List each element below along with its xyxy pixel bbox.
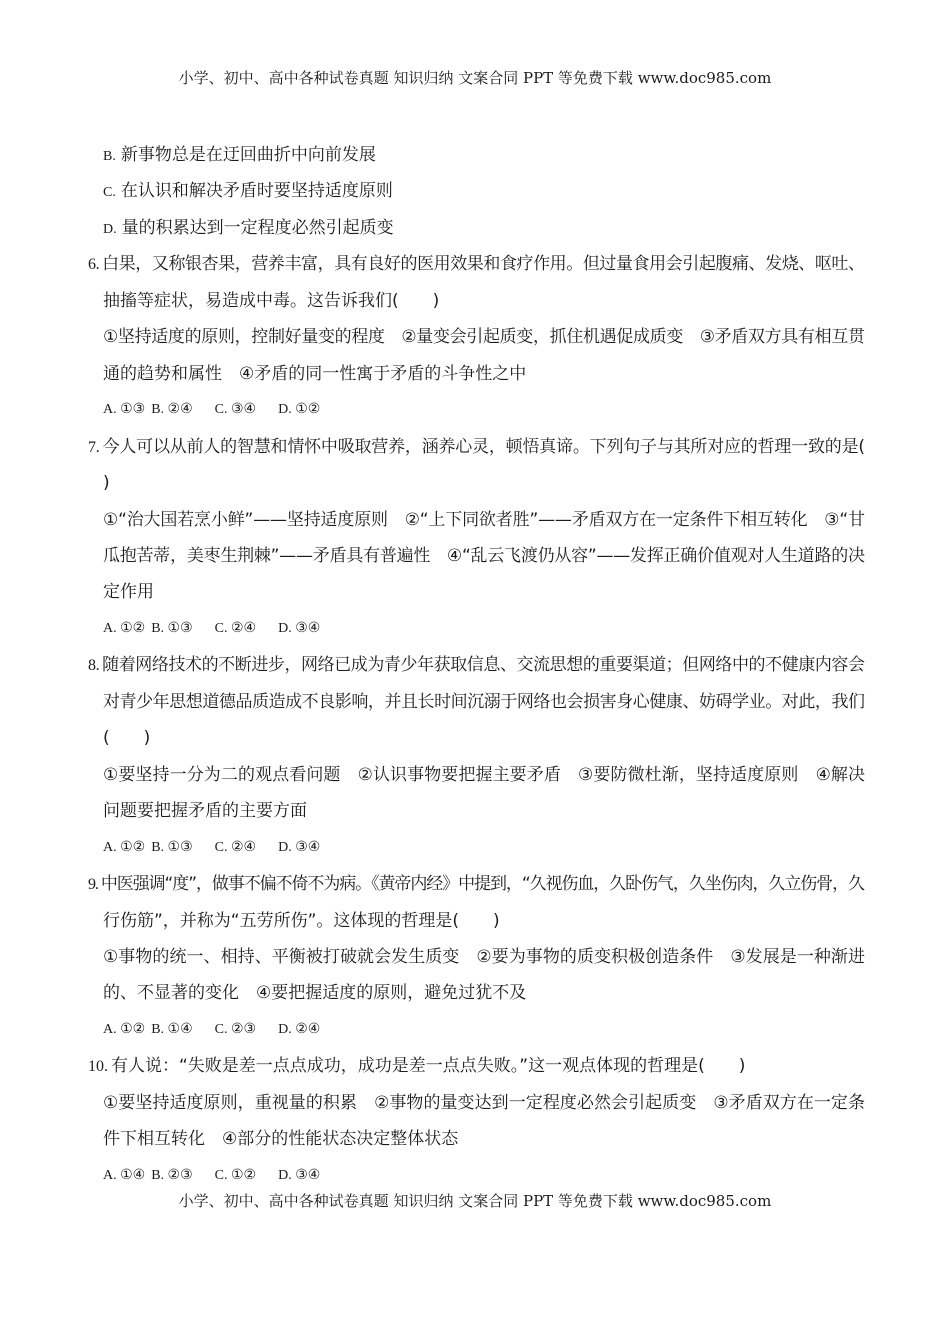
question-number: 9. <box>88 876 98 894</box>
exam-content <box>0 137 950 1194</box>
option-label: B. <box>103 149 116 164</box>
choice-b: B. ②③ <box>151 1167 193 1183</box>
statement-line <box>0 319 950 355</box>
statement-text: ①要坚持适度原则，重视量的积累 ②事物的量变达到一定程度必然会引起质变 ③矛盾双方在一定条 <box>103 1092 866 1113</box>
choice-a: A. ①④ <box>103 1167 146 1183</box>
choice-b: B. ②④ <box>151 402 193 418</box>
choice-b: B. ①③ <box>151 839 193 855</box>
choice-b: B. ①③ <box>151 620 193 636</box>
stem-text: 白果，又称银杏果，营养丰富，具有良好的医用效果和食疗作用。但过量食用会引起腹痛、发烧、呕吐、 <box>102 254 865 275</box>
stem-text: ) <box>103 473 110 494</box>
question-stem-line <box>0 866 950 902</box>
statement-line <box>0 538 950 574</box>
statement-line <box>0 793 950 829</box>
question-9 <box>0 866 950 1048</box>
option-label: C. <box>103 185 116 201</box>
statement-text: ①要坚持一分为二的观点看问题 ②认识事物要把握主要矛盾 ③要防微杜渐，坚持适度原则 ④解决 <box>103 764 866 785</box>
statement-text: 的、不显著的变化 ④要把握适度的原则，避免过犹不及 <box>103 983 527 1004</box>
question-number: 7. <box>88 438 100 456</box>
option-c <box>0 173 950 209</box>
question-stem-line <box>0 246 950 282</box>
option-d <box>0 210 950 246</box>
question-5-remaining-options <box>0 137 950 246</box>
page-header: 小学、初中、高中各种试卷真题 知识归纳 文案合同 PPT 等免费下载 www.doc985.com <box>178 69 772 87</box>
answer-choices <box>0 830 950 866</box>
choice-a: A. ①② <box>103 839 146 855</box>
question-10 <box>0 1048 950 1194</box>
choice-c: C. ②④ <box>214 620 257 636</box>
choice-a: A. ①③ <box>103 402 146 418</box>
question-stem-line <box>0 720 950 756</box>
answer-choices <box>0 611 950 647</box>
statement-text: ①“治大国若烹小鲜”——坚持适度原则 ②“上下同欲者胜”——矛盾双方在一定条件下相互转化 ③“甘 <box>103 509 865 530</box>
question-number: 6. <box>88 256 100 274</box>
question-stem-line <box>0 647 950 683</box>
statement-line <box>0 939 950 975</box>
statement-text: 定作用 <box>103 582 154 603</box>
statement-line <box>0 356 950 392</box>
question-6 <box>0 246 950 428</box>
answer-choices <box>0 1012 950 1048</box>
question-8 <box>0 647 950 866</box>
statement-line <box>0 502 950 538</box>
choice-a: A. ①② <box>103 1021 146 1037</box>
answer-choices <box>0 392 950 428</box>
choice-d: D. ③④ <box>278 1167 321 1183</box>
choice-d: D. ③④ <box>278 620 321 636</box>
question-7 <box>0 429 950 648</box>
stem-text: 抽搐等症状，易造成中毒。这告诉我们( ) <box>103 290 440 311</box>
question-stem-line <box>0 465 950 501</box>
choice-b: B. ①④ <box>151 1021 193 1037</box>
statement-line <box>0 1085 950 1121</box>
stem-text: 今人可以从前人的智慧和情怀中吸取营养，涵养心灵，顿悟真谛。下列句子与其所对应的哲理一致的是( <box>102 436 865 457</box>
stem-text: 有人说：“失败是差一点点成功，成功是差一点点失败。”这一观点体现的哲理是( ) <box>111 1056 746 1077</box>
statement-line <box>0 757 950 793</box>
question-number: 8. <box>88 657 100 675</box>
statement-line <box>0 1121 950 1157</box>
option-text: 在认识和解决矛盾时要坚持适度原则 <box>120 181 393 202</box>
choice-d: D. ③④ <box>278 839 321 855</box>
question-stem-line <box>0 283 950 319</box>
question-stem-line <box>0 684 950 720</box>
question-number: 10. <box>88 1058 108 1076</box>
statement-text: 问题要把握矛盾的主要方面 <box>103 801 307 822</box>
statement-text: 瓜抱苦蒂，美枣生荆棘”——矛盾具有普遍性 ④“乱云飞渡仍从容”——发挥正确价值观对人生道路的决 <box>103 545 865 566</box>
choice-c: C. ②③ <box>214 1021 257 1037</box>
question-stem-line <box>0 429 950 465</box>
option-text: 新事物总是在迂回曲折中向前发展 <box>120 145 376 165</box>
question-stem-line <box>0 1048 950 1084</box>
statement-line <box>0 975 950 1011</box>
stem-text: 中医强调“度”，做事不偏不倚不为病。《黄帝内经》中提到，“久视伤血，久卧伤气，久坐伤肉，久立伤骨，久 <box>100 874 864 895</box>
stem-text: ( ) <box>103 728 151 749</box>
statement-line <box>0 574 950 610</box>
choice-a: A. ①② <box>103 620 146 636</box>
statement-text: 件下相互转化 ④部分的性能状态决定整体状态 <box>103 1129 459 1150</box>
stem-text: 对青少年思想道德品质造成不良影响，并且长时间沉溺于网络也会损害身心健康、妨碍学业。对此，我们 <box>103 691 865 712</box>
statement-text: 通的趋势和属性 ④矛盾的同一性寓于矛盾的斗争性之中 <box>103 363 527 384</box>
choice-c: C. ③④ <box>214 402 257 418</box>
page-footer: 小学、初中、高中各种试卷真题 知识归纳 文案合同 PPT 等免费下载 www.doc985.com <box>178 1192 772 1210</box>
answer-choices <box>0 1158 950 1194</box>
stem-text: 行伤筋”，并称为“五劳所伤”。这体现的哲理是( ) <box>103 910 500 931</box>
statement-text: ①事物的统一、相持、平衡被打破就会发生质变 ②要为事物的质变积极创造条件 ③发展是一种渐进 <box>103 946 866 967</box>
choice-c: C. ①② <box>214 1167 257 1183</box>
question-stem-line <box>0 903 950 939</box>
stem-text: 随着网络技术的不断进步，网络已成为青少年获取信息、交流思想的重要渠道；但网络中的不健康内容会 <box>102 655 865 676</box>
choice-c: C. ②④ <box>214 839 257 855</box>
option-label: D. <box>103 221 117 237</box>
option-text: 量的积累达到一定程度必然引起质变 <box>121 217 394 238</box>
statement-text: ①坚持适度的原则，控制好量变的程度 ②量变会引起质变，抓住机遇促成质变 ③矛盾双方具有相互贯 <box>103 327 865 348</box>
choice-d: D. ②④ <box>278 1021 321 1037</box>
option-b <box>0 137 950 173</box>
choice-d: D. ①② <box>278 402 321 418</box>
